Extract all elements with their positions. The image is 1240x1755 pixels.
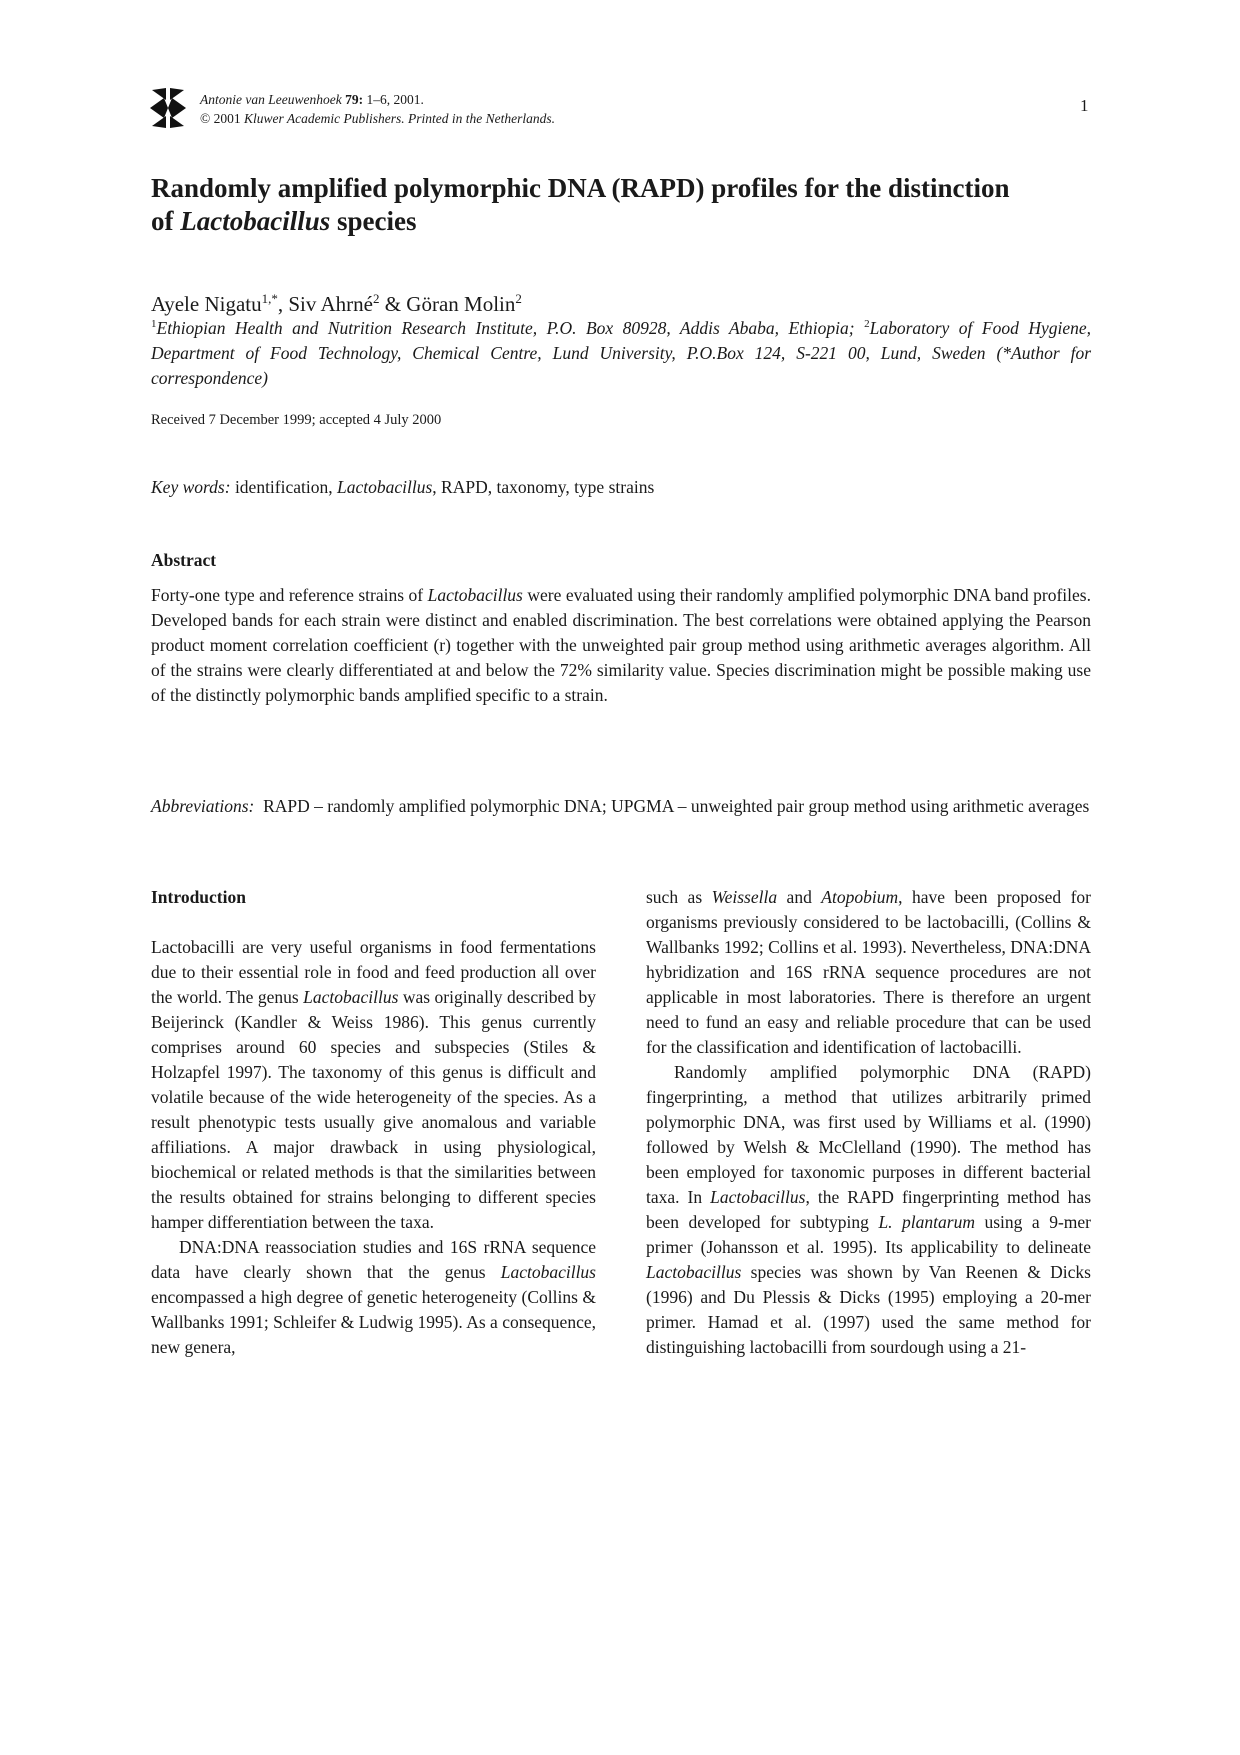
intro-p3-genus-1: Weissella xyxy=(711,887,778,907)
keyword-1: identification, xyxy=(234,477,333,497)
intro-p2-b: encompassed a high degree of genetic heterogeneity (Collins & Wallbanks 1991; Schleifer & Ludwig 1995). As a consequence, new genera, xyxy=(151,1287,596,1357)
journal-volume: 79: xyxy=(345,92,364,107)
intro-p4-genus-3: Lactobacillus xyxy=(646,1262,742,1282)
intro-p4-b: , the RAPD fingerprinting method has been developed for subtyping xyxy=(646,1187,1092,1232)
journal-header xyxy=(200,90,555,128)
abstract-text xyxy=(151,583,1091,708)
title-species: species xyxy=(337,206,417,236)
intro-p3-c: , have been proposed for organisms previously considered to be lactobacilli, (Collins & Wallbanks 1992; Collins et al. 1993). Nevertheless, DNA:DNA hybridization and 16S rRNA sequence procedures are not applicable in most laboratories. There is therefore an urgent need to fund an easy and reliable procedure that can be used for the classification and identification of lactobacilli. xyxy=(646,887,1091,1057)
intro-paragraph-3 xyxy=(646,885,1091,1060)
abstract-genus: Lactobacillus xyxy=(427,585,523,605)
affiliations xyxy=(151,312,1091,391)
intro-p4-d: species was shown by Van Reenen & Dicks (1996) and Du Plessis & Dicks (1995) employing a 20-mer primer. Hamad et al. (1997) used the same method for distinguishing lactobacilli from sourdough using a 21- xyxy=(646,1262,1091,1357)
abstract-text-a: Forty-one type and reference strains of xyxy=(151,585,428,605)
received-dates: Received 7 December 1999; accepted 4 July 2000 xyxy=(151,412,442,428)
abbreviations-text: RAPD – randomly amplified polymorphic DNA; UPGMA – unweighted pair group method using arithmetic averages xyxy=(263,796,1090,816)
title-line1: Randomly amplified polymorphic DNA (RAPD) profiles for the distinction xyxy=(151,173,1010,203)
intro-p4-c: using a 9-mer primer (Johansson et al. 1995). Its applicability to delineate xyxy=(646,1212,1091,1257)
author-2: , Siv Ahrné xyxy=(277,292,373,316)
keyword-rest: , RAPD, taxonomy, type strains xyxy=(432,477,655,497)
intro-p1-b: was originally described by Beijerinck (Kandler & Weiss 1986). This genus currently comprises around 60 species and subspecies (Stiles & Holzapfel 1997). The taxonomy of this genus is difficult and volatile because of the wide heterogeneity of the species. As a result phenotypic tests usually give anomalous and variable affiliations. A major drawback in using physiological, biochemical or related methods is that the similarities between the results obtained for strains belonging to different species hamper differentiation between the taxa. xyxy=(151,987,596,1232)
intro-p4-genus-1: Lactobacillus xyxy=(710,1187,806,1207)
affil-1-mark: 1 xyxy=(151,318,157,330)
journal-citation xyxy=(200,90,555,109)
paper-title xyxy=(151,172,1091,238)
author-3-affil: 2 xyxy=(515,291,522,306)
title-genus: Lactobacillus xyxy=(180,206,331,236)
intro-paragraph-4 xyxy=(646,1060,1091,1360)
column-left xyxy=(151,885,596,1360)
journal-name: Antonie van Leeuwenhoek xyxy=(200,92,342,107)
intro-p4-a: Randomly amplified polymorphic DNA (RAPD) fingerprinting, a method that utilizes arbitrarily primed polymorphic DNA, was first used by Williams et al. (1990) followed by Welsh & McClelland (1990). The method has been employed for taxonomic purposes in different bacterial taxa. In xyxy=(646,1062,1091,1207)
intro-paragraph-2 xyxy=(151,1235,596,1360)
introduction-heading: Introduction xyxy=(151,887,246,907)
publisher: Kluwer Academic Publishers. Printed in the Netherlands. xyxy=(244,111,555,126)
author-1: Ayele Nigatu xyxy=(151,292,262,316)
author-2-affil: 2 xyxy=(372,291,380,306)
intro-paragraph-1 xyxy=(151,935,596,1235)
page-number: 1 xyxy=(1080,96,1089,115)
affil-1-text: Ethiopian Health and Nutrition Research Institute, P.O. Box 80928, Addis Ababa, Ethiopia; xyxy=(156,317,865,338)
affil-2-text: Laboratory of Food Hygiene, Department of Food Technology, Chemical Centre, Lund University, P.O.Box 124, S-221 00, Lund, Sweden (*Author for correspondence) xyxy=(151,317,1091,388)
intro-p1-a: Lactobacilli are very useful organisms in food fermentations due to their essential role in food and feed production all over the world. The genus xyxy=(151,937,596,1007)
intro-p3-b: and xyxy=(777,887,822,907)
keywords xyxy=(151,475,654,500)
journal-pages: 1–6, 2001. xyxy=(366,92,424,107)
intro-p3-genus-2: Atopobium xyxy=(821,887,899,907)
intro-p4-genus-2: L. plantarum xyxy=(878,1212,975,1232)
abbreviations-label: Abbreviations: xyxy=(151,796,255,816)
column-right xyxy=(646,885,1091,1360)
intro-p2-genus: Lactobacillus xyxy=(500,1262,596,1282)
title-of: of xyxy=(151,206,174,236)
keywords-label: Key words: xyxy=(151,477,231,497)
kluwer-logo-icon xyxy=(150,86,186,130)
intro-p2-a: DNA:DNA reassociation studies and 16S rRNA sequence data have clearly shown that the genus xyxy=(151,1237,596,1282)
copyright-year: © 2001 xyxy=(200,111,241,126)
author-3: & Göran Molin xyxy=(379,292,516,316)
keyword-2: Lactobacillus xyxy=(337,477,433,497)
abstract-heading: Abstract xyxy=(151,550,217,570)
intro-p1-genus: Lactobacillus xyxy=(303,987,399,1007)
abbreviations xyxy=(151,794,1091,819)
journal-copyright xyxy=(200,109,555,128)
affil-2-mark: 2 xyxy=(864,318,870,330)
abstract-text-b: were evaluated using their randomly amplified polymorphic DNA band profiles. Developed bands for each strain were distinct and enabled discrimination. The best correlations were obtained applying the Pearson product moment correlation coefficient (r) together with the unweighted pair group method using arithmetic averages algorithm. All of the strains were clearly differentiated at and below the 72% similarity value. Species discrimination might be possible making use of the distinctly polymorphic bands amplified specific to a strain. xyxy=(151,585,1091,705)
intro-p3-a: such as xyxy=(646,887,712,907)
author-1-affil: 1,* xyxy=(261,291,278,306)
